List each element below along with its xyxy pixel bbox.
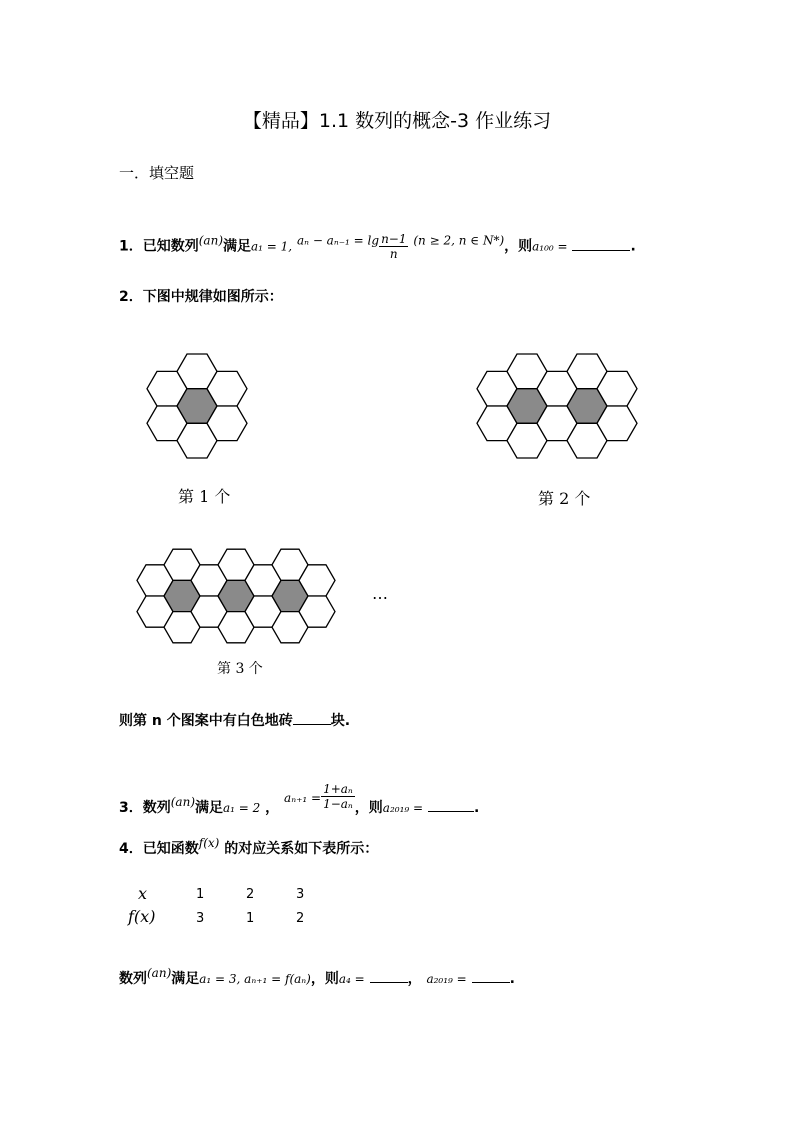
q4-t2: a₂₀₁₉ =: [426, 972, 467, 986]
q3-fraction: [321, 782, 355, 811]
q1-target: a₁₀₀ =: [532, 239, 568, 254]
q4-answer-blank-2[interactable]: [472, 970, 510, 983]
q4-mid: 满足: [171, 971, 200, 987]
table-fx-2: 1: [246, 911, 255, 926]
figure-2-label: 第 2 个: [538, 489, 591, 508]
q1-cond3: (n ≥ 2, n ∈ N*): [413, 233, 505, 248]
q3-prefix: 3．数列: [119, 800, 171, 816]
question-4: [119, 836, 378, 858]
q1-frac-num: n−1: [381, 232, 407, 246]
q4-cond: a₁ = 3, aₙ₊₁ = f(aₙ): [199, 972, 311, 986]
q2-answer-line: [119, 710, 350, 730]
q4-sequence-line: [119, 966, 515, 988]
table-fx-3: 2: [296, 911, 305, 926]
q4-sep: ，: [407, 971, 422, 987]
figure-ellipsis: …: [372, 584, 388, 603]
q1-cond1: a₁ = 1,: [251, 239, 293, 254]
q1-prefix: 1．已知数列: [119, 238, 199, 255]
q3-comma: ，则: [354, 800, 383, 816]
table-fx-header: f(x): [128, 907, 156, 926]
table-x-header: x: [138, 884, 148, 903]
section-heading: 一．填空题: [119, 164, 195, 182]
q4-suffix: 的对应关系如下表所示：: [224, 841, 379, 857]
q3-frac-num: 1+aₙ: [323, 782, 353, 796]
table-x-3: 3: [296, 887, 305, 902]
question-3: [119, 782, 479, 817]
q4-seq: (an): [147, 966, 172, 980]
table-x-1: 1: [196, 887, 205, 902]
q1-end: .: [630, 238, 636, 255]
q3-frac-den: 1−aₙ: [323, 797, 353, 811]
q3-end: .: [473, 800, 480, 816]
q2-answer-prefix: 则第 n 个图案中有白色地砖: [119, 713, 293, 729]
q3-mid: 满足: [195, 800, 223, 816]
question-2: 2．下图中规律如图所示：: [119, 289, 283, 305]
q2-answer-suffix: 块.: [330, 713, 351, 729]
q1-cond2: aₙ − aₙ₋₁ = lg: [296, 233, 380, 248]
table-fx-1: 3: [196, 911, 205, 926]
q1-mid: 满足: [223, 238, 251, 255]
table-x-2: 2: [246, 887, 255, 902]
q2-answer-blank[interactable]: [293, 712, 331, 725]
page-title: 【精品】1.1 数列的概念-3 作业练习: [242, 110, 552, 132]
q4-prefix: 4．已知函数: [119, 841, 199, 857]
q1-frac-den: n: [389, 247, 398, 261]
figure-1-label: 第 1 个: [178, 487, 231, 506]
q4-end: .: [509, 971, 515, 987]
q4-comma: ，则: [310, 971, 339, 987]
q3-target: a₂₀₁₉ =: [382, 801, 424, 815]
q4-fn: f(x): [198, 836, 220, 850]
q3-answer-blank[interactable]: [428, 799, 474, 812]
q4-t1: a₄ =: [338, 972, 365, 986]
q3-lhs: aₙ₊₁ =: [284, 791, 322, 805]
q3-cond1: a₁ = 2: [223, 801, 261, 815]
q3-sep: ，: [265, 800, 280, 816]
q1-comma: ，则: [504, 238, 533, 255]
q4-answer-blank-1[interactable]: [370, 970, 408, 983]
q1-seq: (an): [198, 233, 223, 248]
q4-line-prefix: 数列: [119, 971, 147, 987]
q3-seq: (an): [170, 795, 195, 809]
figure-3-label: 第 3 个: [217, 661, 263, 677]
